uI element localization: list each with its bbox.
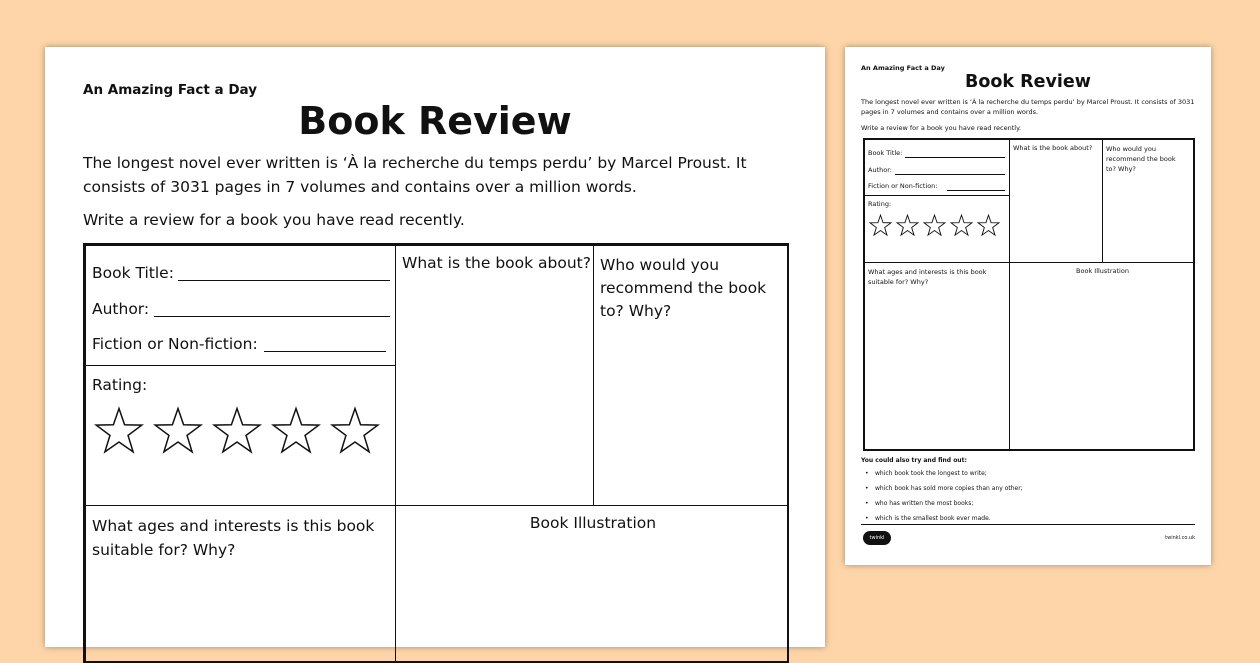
rating-cell xyxy=(85,365,396,506)
thumb-intro: The longest novel ever written is ‘À la recherche du temps perdu’ by Marcel Proust. It consists of 3031 pages in 7 volumes and contains over a million words. xyxy=(861,98,1195,116)
thumb-title: Book Review xyxy=(965,72,1091,92)
fiction-line[interactable] xyxy=(264,351,386,352)
ages-cell xyxy=(85,505,396,663)
twinkl-logo: twinkl xyxy=(863,531,891,545)
thumb-ages-cell xyxy=(864,262,1010,450)
worksheet-tag: An Amazing Fact a Day xyxy=(83,82,258,98)
thumb-recommend-label: Who would you recommend the book to? Why? xyxy=(1106,145,1176,173)
thumb-rating-cell xyxy=(864,195,1010,263)
about-cell xyxy=(395,245,594,506)
book-title-line[interactable] xyxy=(178,280,390,281)
list-item: • which book took the longest to write; xyxy=(875,470,1023,477)
review-grid xyxy=(83,243,789,663)
star-icon xyxy=(977,214,1000,237)
thumb-rating-stars xyxy=(869,214,1000,237)
star-icon xyxy=(330,406,380,456)
thumb-illustration-label: Book Illustration xyxy=(1076,267,1129,275)
fiction-label: Fiction or Non-fiction: xyxy=(92,335,258,353)
thumb-author-label: Author: xyxy=(868,166,892,174)
illustration-cell xyxy=(395,505,789,663)
star-icon xyxy=(869,214,892,237)
list-item: • which book has sold more copies than any other; xyxy=(875,485,1023,492)
thumb-illustration-cell xyxy=(1009,262,1194,450)
about-label: What is the book about? xyxy=(402,254,591,272)
book-title-label: Book Title: xyxy=(92,264,174,282)
author-label: Author: xyxy=(92,300,150,318)
star-icon xyxy=(153,406,203,456)
author-line[interactable] xyxy=(154,316,390,317)
star-icon xyxy=(212,406,262,456)
thumb-grid xyxy=(863,138,1195,451)
ages-label: What ages and interests is this book suitable for? Why? xyxy=(92,517,375,559)
thumb-details-cell xyxy=(864,139,1010,196)
star-icon xyxy=(923,214,946,237)
thumb-extras xyxy=(861,457,1023,530)
intro-text: The longest novel ever written is ‘À la recherche du temps perdu’ by Marcel Proust. It consists of 3031 pages in 7 volumes and contains over a million words. xyxy=(83,154,747,196)
instruction-text: Write a review for a book you have read recently. xyxy=(83,211,465,229)
star-icon xyxy=(94,406,144,456)
thumb-about-label: What is the book about? xyxy=(1013,144,1093,152)
details-cell xyxy=(85,245,396,366)
thumb-extras-list xyxy=(861,470,1023,522)
thumb-ages-label: What ages and interests is this book suitable for? Why? xyxy=(868,268,987,286)
star-icon xyxy=(950,214,973,237)
thumb-recommend-cell xyxy=(1102,139,1194,263)
list-item: • which is the smallest book ever made. xyxy=(875,515,1023,522)
thumb-rating-label: Rating: xyxy=(868,200,892,208)
thumb-fiction-label: Fiction or Non-fiction: xyxy=(868,182,938,190)
thumb-fiction-line xyxy=(947,190,1005,191)
thumb-book-title-label: Book Title: xyxy=(868,149,903,157)
worksheet-title: Book Review xyxy=(298,99,572,143)
thumb-instruction: Write a review for a book you have read recently. xyxy=(861,124,1022,132)
thumb-book-title-line xyxy=(905,157,1005,158)
star-icon xyxy=(271,406,321,456)
rating-stars xyxy=(94,406,380,456)
recommend-cell xyxy=(593,245,789,506)
thumb-author-line xyxy=(895,174,1005,175)
thumb-extras-heading: You could also try and find out: xyxy=(861,457,967,464)
rating-label: Rating: xyxy=(92,376,148,394)
recommend-label: Who would you recommend the book to? Why? xyxy=(600,256,767,320)
star-icon xyxy=(896,214,919,237)
worksheet-thumbnail xyxy=(845,47,1211,565)
thumb-tag: An Amazing Fact a Day xyxy=(861,64,945,72)
thumb-url: twinkl.co.uk xyxy=(1165,535,1195,541)
illustration-label: Book Illustration xyxy=(529,514,657,532)
thumb-about-cell xyxy=(1009,139,1103,263)
list-item: • who has written the most books; xyxy=(875,500,1023,507)
thumb-footer-divider xyxy=(861,524,1195,525)
worksheet-large xyxy=(45,47,825,647)
